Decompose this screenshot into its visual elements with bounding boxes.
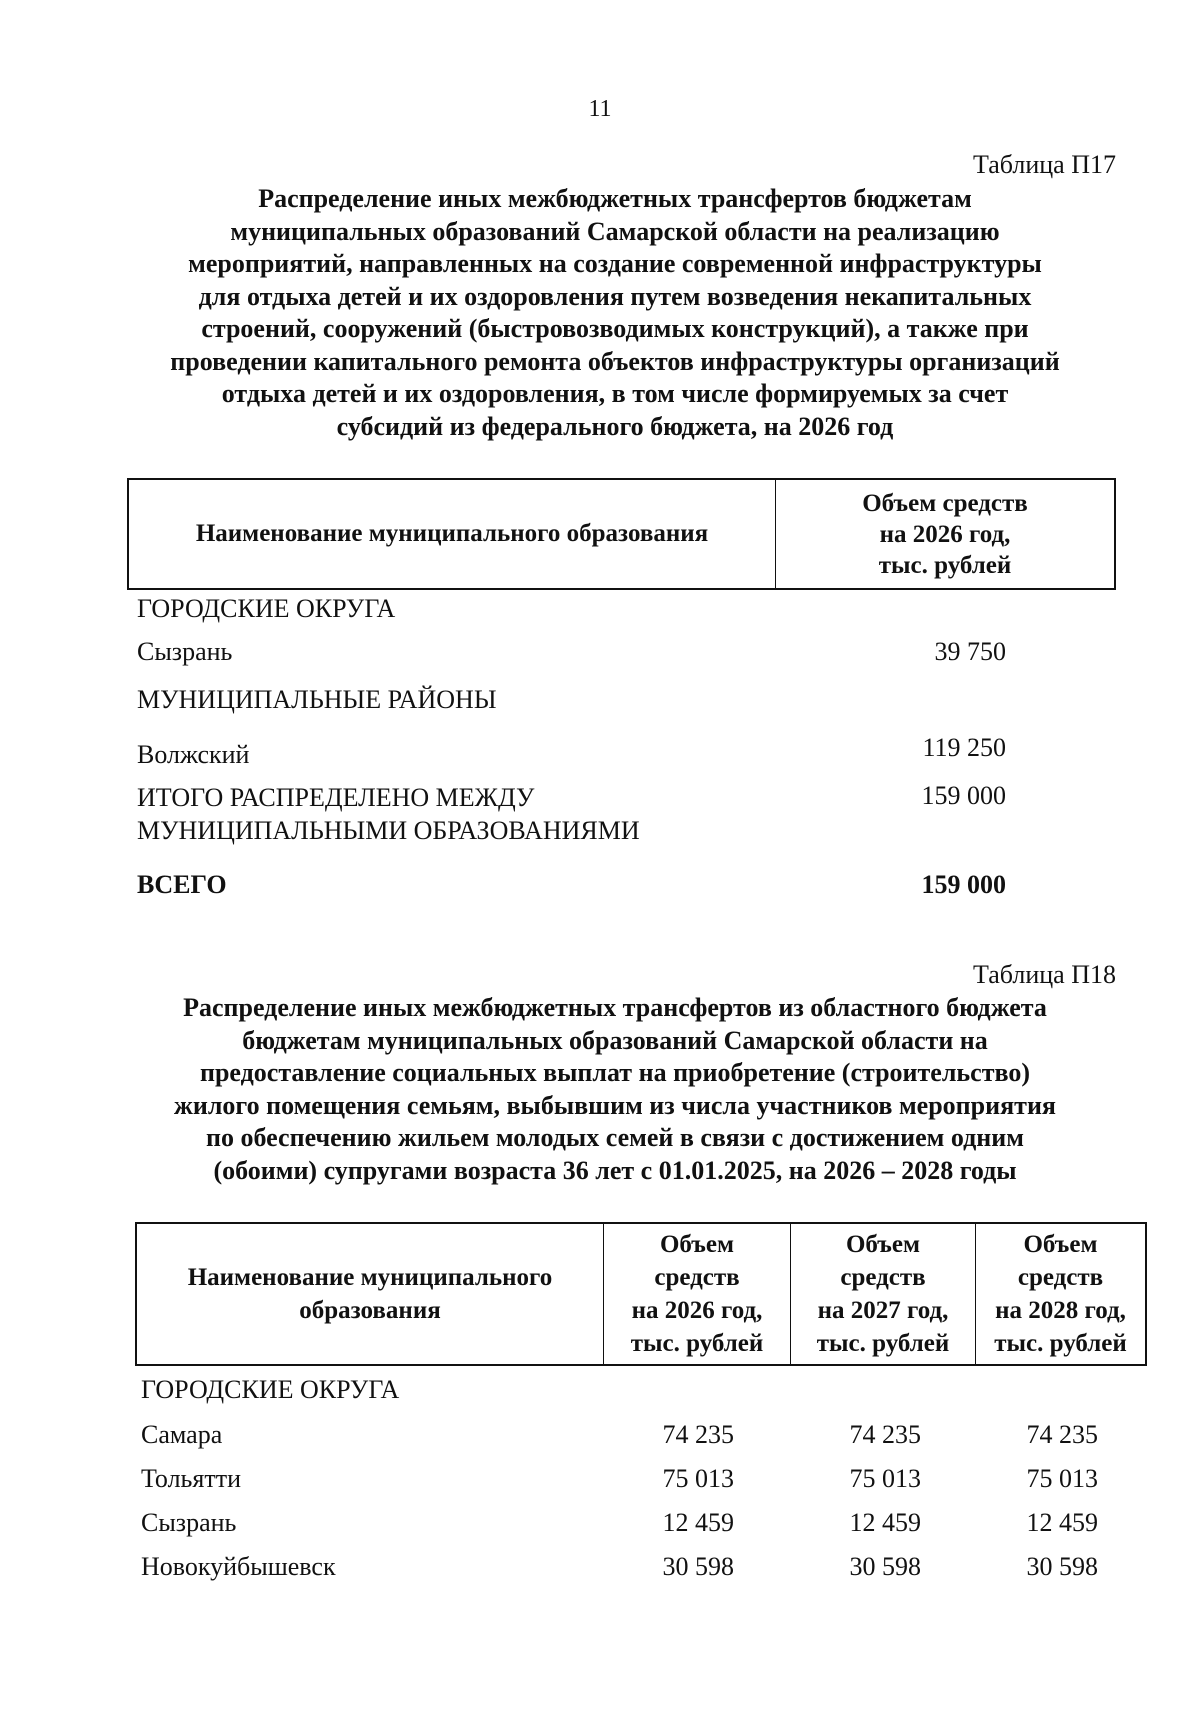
table18-row-value-2027: 75 013 <box>849 1464 921 1493</box>
table18-row-name: Сызрань <box>141 1508 237 1537</box>
page-number: 11 <box>588 96 612 122</box>
table18-section-label: ГОРОДСКИЕ ОКРУГА <box>141 1375 400 1404</box>
table17-header-name: Наименование муниципального образования <box>129 480 776 588</box>
table17-title: Распределение иных межбюджетных трансфертов бюджетам муниципальных образований Самарской области на реализацию мероприятий, направленных на создание современной инфраструктуры для отдыха детей и их оздоровления путем возведения некапитальных строений, сооружений (быстровозводимых конструкций), а также при проведении капитального ремонта объектов инфраструктуры организаций отдыха детей и их оздоровления, в том числе формируемых за счет субсидий из федерального бюджета, на 2026 год <box>170 184 1060 441</box>
table18-header-2026: Объем средств на 2026 год, тыс. рублей <box>604 1224 791 1364</box>
table18-row-name: Новокуйбышевск <box>141 1552 336 1581</box>
table18-row-value-2027: 12 459 <box>849 1508 921 1537</box>
table17-section-label: МУНИЦИПАЛЬНЫЕ РАЙОНЫ <box>137 685 497 714</box>
table18-row-value-2028: 74 235 <box>1026 1420 1098 1449</box>
table18-label: Таблица П18 <box>973 960 1116 989</box>
table18-row-value-2026: 74 235 <box>662 1420 734 1449</box>
table17-header <box>127 478 1116 590</box>
table18-row-name: Тольятти <box>141 1464 242 1493</box>
table18-row-value-2028: 12 459 <box>1026 1508 1098 1537</box>
table17-total-label: ВСЕГО <box>137 870 227 899</box>
table18-row-value-2028: 75 013 <box>1026 1464 1098 1493</box>
table17-label: Таблица П17 <box>973 150 1116 179</box>
table17-row-name: Волжский <box>137 740 250 769</box>
table17-subtotal-label: ИТОГО РАСПРЕДЕЛЕНО МЕЖДУ МУНИЦИПАЛЬНЫМИ ОБРАЗОВАНИЯМИ <box>137 783 640 845</box>
table17-total-value: 159 000 <box>921 870 1006 899</box>
table17-section-label: ГОРОДСКИЕ ОКРУГА <box>137 594 396 623</box>
table17-header-amount: Объем средств на 2026 год, тыс. рублей <box>862 489 1028 579</box>
table18-row-value-2028: 30 598 <box>1026 1552 1098 1581</box>
table18-row-value-2026: 12 459 <box>662 1508 734 1537</box>
table18-row-value-2027: 30 598 <box>849 1552 921 1581</box>
table17-row-value: 119 250 <box>922 733 1006 762</box>
table18-header-name: Наименование муниципального образования <box>137 1224 604 1364</box>
table18-row-name: Самара <box>141 1420 223 1449</box>
table18-title: Распределение иных межбюджетных трансфертов из областного бюджета бюджетам муниципальных образований Самарской области на предоставление социальных выплат на приобретение (строительство) жилого помещения семьям, выбывшим из числа участников мероприятия по обеспечению жильем молодых семей в связи с достижением одним (обоими) супругами возраста 36 лет с 01.01.2025, на 2026 – 2028 годы <box>174 993 1056 1185</box>
table18-header <box>135 1222 1147 1366</box>
table17-subtotal-value: 159 000 <box>921 781 1006 810</box>
table17-row-value: 39 750 <box>934 637 1006 666</box>
table18-row-value-2026: 75 013 <box>662 1464 734 1493</box>
table18-header-2027: Объем средств на 2027 год, тыс. рублей <box>791 1224 976 1364</box>
table17-row-name: Сызрань <box>137 637 233 666</box>
table18-row-value-2026: 30 598 <box>662 1552 734 1581</box>
table18-header-2028: Объем средств на 2028 год, тыс. рублей <box>994 1231 1127 1357</box>
table18-row-value-2027: 74 235 <box>849 1420 921 1449</box>
